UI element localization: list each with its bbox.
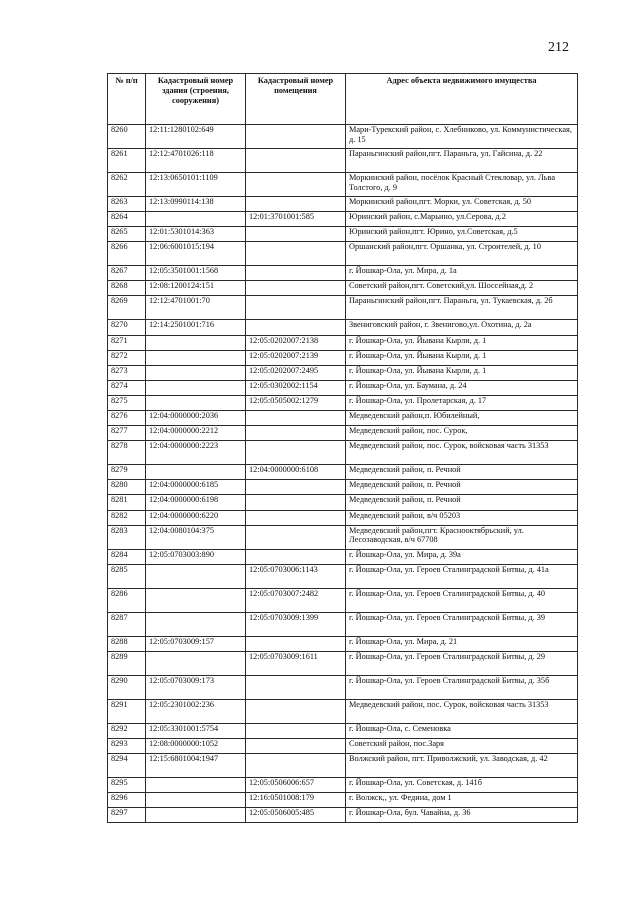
table-row xyxy=(108,149,578,173)
address-cell: Параньгинский район,пгт. Параньга, ул. Тукаевская, д. 2б xyxy=(346,296,578,320)
building-cadastral-cell: 12:04:0000000:2223 xyxy=(146,441,246,465)
table-row xyxy=(108,242,578,266)
address-cell: г. Йошкар-Ола, ул. Героев Сталинградской Битвы, д. 35б xyxy=(346,675,578,699)
table-row xyxy=(108,411,578,426)
row-number-cell: 8295 xyxy=(108,777,146,792)
address-cell: Моркинский район,пгт. Морки, ул. Советская, д. 50 xyxy=(346,197,578,212)
building-cadastral-cell xyxy=(146,808,246,823)
row-number-cell: 8268 xyxy=(108,281,146,296)
table-body xyxy=(108,125,578,823)
address-cell: Медведевский район, пос. Сурок, войсковая часть 31353 xyxy=(346,699,578,723)
address-cell: Мари-Турекский район, с. Хлебниково, ул. Коммунистическая, д. 15 xyxy=(346,125,578,149)
building-cadastral-cell: 12:04:0000000:6185 xyxy=(146,480,246,495)
table-row xyxy=(108,320,578,335)
building-cadastral-cell: 12:08:1200124:151 xyxy=(146,281,246,296)
table-row xyxy=(108,395,578,410)
address-cell: г. Йошкар-Ола, ул. Мира, д. 1а xyxy=(346,266,578,281)
row-number-cell: 8275 xyxy=(108,395,146,410)
table-row xyxy=(108,525,578,549)
address-cell: г. Йошкар-Ола, ул. Йывана Кырли, д. 1 xyxy=(346,365,578,380)
premise-cadastral-cell xyxy=(246,125,346,149)
row-number-cell: 8260 xyxy=(108,125,146,149)
row-number-cell: 8274 xyxy=(108,380,146,395)
table-row xyxy=(108,738,578,753)
address-cell: г. Йошкар-Ола, ул. Мира, д. 21 xyxy=(346,636,578,651)
row-number-cell: 8296 xyxy=(108,793,146,808)
table-row xyxy=(108,441,578,465)
building-cadastral-cell xyxy=(146,335,246,350)
row-number-cell: 8294 xyxy=(108,753,146,777)
table-row xyxy=(108,212,578,227)
header-address: Адрес объекта недвижимого имущества xyxy=(346,74,578,125)
row-number-cell: 8272 xyxy=(108,350,146,365)
row-number-cell: 8277 xyxy=(108,426,146,441)
premise-cadastral-cell xyxy=(246,149,346,173)
table-row xyxy=(108,480,578,495)
premise-cadastral-cell xyxy=(246,753,346,777)
building-cadastral-cell: 12:12:4701001:70 xyxy=(146,296,246,320)
address-cell: г. Йошкар-Ола, ул. Мира, д. 39а xyxy=(346,549,578,564)
building-cadastral-cell: 12:01:5301014:363 xyxy=(146,227,246,242)
building-cadastral-cell xyxy=(146,465,246,480)
building-cadastral-cell: 12:13:0990114:138 xyxy=(146,197,246,212)
address-cell: Медведевский район, пос. Сурок, xyxy=(346,426,578,441)
premise-cadastral-cell xyxy=(246,296,346,320)
building-cadastral-cell: 12:15:6801004:1947 xyxy=(146,753,246,777)
building-cadastral-cell xyxy=(146,651,246,675)
building-cadastral-cell: 12:06:6001015:194 xyxy=(146,242,246,266)
row-number-cell: 8292 xyxy=(108,723,146,738)
premise-cadastral-cell: 12:16:0501008:179 xyxy=(246,793,346,808)
row-number-cell: 8288 xyxy=(108,636,146,651)
address-cell: г. Йошкар-Ола, ул. Героев Сталинградской Битвы, д. 41а xyxy=(346,564,578,588)
row-number-cell: 8278 xyxy=(108,441,146,465)
table-row xyxy=(108,808,578,823)
building-cadastral-cell: 12:05:3501001:1568 xyxy=(146,266,246,281)
premise-cadastral-cell xyxy=(246,549,346,564)
header-building-cadastral: Кадастровый номер здания (строения, сооружения) xyxy=(146,74,246,125)
table-row xyxy=(108,380,578,395)
premise-cadastral-cell: 12:05:0703007:2482 xyxy=(246,588,346,612)
building-cadastral-cell: 12:04:0000000:6220 xyxy=(146,510,246,525)
row-number-cell: 8271 xyxy=(108,335,146,350)
row-number-cell: 8267 xyxy=(108,266,146,281)
header-num: № п/п xyxy=(108,74,146,125)
premise-cadastral-cell xyxy=(246,699,346,723)
address-cell: г. Йошкар-Ола, ул. Героев Сталинградской Битвы, д. 40 xyxy=(346,588,578,612)
table-row xyxy=(108,753,578,777)
premise-cadastral-cell xyxy=(246,227,346,242)
row-number-cell: 8264 xyxy=(108,212,146,227)
row-number-cell: 8280 xyxy=(108,480,146,495)
address-cell: Юринский район, с.Марьино, ул.Серова, д.2 xyxy=(346,212,578,227)
premise-cadastral-cell xyxy=(246,320,346,335)
premise-cadastral-cell: 12:05:0202007:2138 xyxy=(246,335,346,350)
address-cell: Медведевский район, п. Речной xyxy=(346,480,578,495)
page-number: 212 xyxy=(548,40,569,55)
building-cadastral-cell xyxy=(146,395,246,410)
row-number-cell: 8262 xyxy=(108,173,146,197)
building-cadastral-cell: 12:05:0703009:173 xyxy=(146,675,246,699)
address-cell: Оршанский район,пгт. Оршанка, ул. Строителей, д. 10 xyxy=(346,242,578,266)
building-cadastral-cell: 12:04:0000000:6198 xyxy=(146,495,246,510)
table-row xyxy=(108,636,578,651)
address-cell: Параньгинский район,пгт. Параньга, ул. Гайсина, д. 22 xyxy=(346,149,578,173)
table-row xyxy=(108,465,578,480)
header-premise-cadastral: Кадастровый номер помещения xyxy=(246,74,346,125)
row-number-cell: 8290 xyxy=(108,675,146,699)
building-cadastral-cell: 12:13:0650101:1109 xyxy=(146,173,246,197)
premise-cadastral-cell: 12:05:0302002:1154 xyxy=(246,380,346,395)
table-row xyxy=(108,335,578,350)
table-row xyxy=(108,510,578,525)
table-row xyxy=(108,588,578,612)
premise-cadastral-cell: 12:01:3701001:585 xyxy=(246,212,346,227)
row-number-cell: 8269 xyxy=(108,296,146,320)
table-row xyxy=(108,365,578,380)
building-cadastral-cell: 12:05:0703009:157 xyxy=(146,636,246,651)
premise-cadastral-cell: 12:04:0000000:6108 xyxy=(246,465,346,480)
address-cell: Медведевский район, пос. Сурок, войсковая часть 31353 xyxy=(346,441,578,465)
building-cadastral-cell: 12:05:0703003:890 xyxy=(146,549,246,564)
table-row xyxy=(108,426,578,441)
building-cadastral-cell: 12:04:0000000:2212 xyxy=(146,426,246,441)
table-row xyxy=(108,699,578,723)
premise-cadastral-cell: 12:05:0202007:2139 xyxy=(246,350,346,365)
address-cell: Медведевский район, п. Речной xyxy=(346,495,578,510)
address-cell: г. Йошкар-Ола, ул. Йывана Кырли, д. 1 xyxy=(346,335,578,350)
building-cadastral-cell: 12:12:4701026:118 xyxy=(146,149,246,173)
address-cell: Медведевский район,п. Юбилейный, xyxy=(346,411,578,426)
address-cell: г. Йошкар-Ола, ул. Героев Сталинградской Битвы, д. 29 xyxy=(346,651,578,675)
address-cell: Юринский район,пгт. Юрино, ул.Советская, д.5 xyxy=(346,227,578,242)
table-row xyxy=(108,549,578,564)
building-cadastral-cell xyxy=(146,793,246,808)
premise-cadastral-cell xyxy=(246,510,346,525)
premise-cadastral-cell: 12:05:0506006:657 xyxy=(246,777,346,792)
table-row xyxy=(108,495,578,510)
table-row xyxy=(108,173,578,197)
row-number-cell: 8281 xyxy=(108,495,146,510)
address-cell: г. Йошкар-Ола, ул. Йывана Кырли, д. 1 xyxy=(346,350,578,365)
row-number-cell: 8261 xyxy=(108,149,146,173)
building-cadastral-cell xyxy=(146,564,246,588)
premise-cadastral-cell xyxy=(246,281,346,296)
table-row xyxy=(108,793,578,808)
address-cell: Моркинский район, посёлок Красный Стекловар, ул. Льва Толстого, д. 9 xyxy=(346,173,578,197)
premise-cadastral-cell xyxy=(246,411,346,426)
premise-cadastral-cell xyxy=(246,480,346,495)
table-row xyxy=(108,281,578,296)
row-number-cell: 8276 xyxy=(108,411,146,426)
building-cadastral-cell xyxy=(146,612,246,636)
table-row xyxy=(108,723,578,738)
address-cell: Медведевский район, п. Речной xyxy=(346,465,578,480)
address-cell: Звениговский район, г. Звенигово,ул. Охотина, д. 2а xyxy=(346,320,578,335)
address-cell: г. Йошкар-Ола, ул. Героев Сталинградской Битвы, д. 39 xyxy=(346,612,578,636)
building-cadastral-cell: 12:04:0080104:375 xyxy=(146,525,246,549)
building-cadastral-cell xyxy=(146,212,246,227)
premise-cadastral-cell xyxy=(246,738,346,753)
table-row xyxy=(108,125,578,149)
row-number-cell: 8284 xyxy=(108,549,146,564)
building-cadastral-cell xyxy=(146,365,246,380)
premise-cadastral-cell xyxy=(246,675,346,699)
premise-cadastral-cell xyxy=(246,723,346,738)
premise-cadastral-cell xyxy=(246,636,346,651)
building-cadastral-cell xyxy=(146,380,246,395)
row-number-cell: 8270 xyxy=(108,320,146,335)
building-cadastral-cell: 12:14:2501001:716 xyxy=(146,320,246,335)
premise-cadastral-cell xyxy=(246,495,346,510)
address-cell: Медведевский район, в/ч 05203 xyxy=(346,510,578,525)
address-cell: Советский район, пос.Заря xyxy=(346,738,578,753)
premise-cadastral-cell: 12:05:0703009:1399 xyxy=(246,612,346,636)
premise-cadastral-cell xyxy=(246,197,346,212)
row-number-cell: 8263 xyxy=(108,197,146,212)
row-number-cell: 8265 xyxy=(108,227,146,242)
building-cadastral-cell xyxy=(146,350,246,365)
address-cell: г. Йошкар-Ола, бул. Чавайна, д. 36 xyxy=(346,808,578,823)
premise-cadastral-cell xyxy=(246,173,346,197)
premise-cadastral-cell xyxy=(246,426,346,441)
row-number-cell: 8287 xyxy=(108,612,146,636)
table-row xyxy=(108,227,578,242)
premise-cadastral-cell: 12:05:0506005:485 xyxy=(246,808,346,823)
address-cell: г. Йошкар-Ола, ул. Баумана, д. 24 xyxy=(346,380,578,395)
address-cell: г. Волжск,, ул. Федина, дом 1 xyxy=(346,793,578,808)
row-number-cell: 8297 xyxy=(108,808,146,823)
building-cadastral-cell: 12:05:2301002:236 xyxy=(146,699,246,723)
row-number-cell: 8266 xyxy=(108,242,146,266)
address-cell: Медведевский район,пгт. Краснооктябрьский, ул. Лесозаводская, в/ч 67708 xyxy=(346,525,578,549)
address-cell: г. Йошкар-Ола, ул. Советская, д. 141б xyxy=(346,777,578,792)
premise-cadastral-cell: 12:05:0202007:2495 xyxy=(246,365,346,380)
building-cadastral-cell xyxy=(146,588,246,612)
table-row xyxy=(108,777,578,792)
row-number-cell: 8285 xyxy=(108,564,146,588)
premise-cadastral-cell: 12:05:0703009:1611 xyxy=(246,651,346,675)
table-row xyxy=(108,350,578,365)
premise-cadastral-cell xyxy=(246,441,346,465)
premise-cadastral-cell: 12:05:0505002:1279 xyxy=(246,395,346,410)
address-cell: Советский район,пгт. Советский,ул. Шоссейная,д. 2 xyxy=(346,281,578,296)
row-number-cell: 8279 xyxy=(108,465,146,480)
address-cell: г. Йошкар-Ола, с. Семеновка xyxy=(346,723,578,738)
row-number-cell: 8291 xyxy=(108,699,146,723)
building-cadastral-cell: 12:08:0000000:1052 xyxy=(146,738,246,753)
address-cell: Волжский район, пгт. Приволжский, ул. Заводская, д. 42 xyxy=(346,753,578,777)
table-row xyxy=(108,651,578,675)
row-number-cell: 8273 xyxy=(108,365,146,380)
premise-cadastral-cell xyxy=(246,266,346,281)
building-cadastral-cell xyxy=(146,777,246,792)
row-number-cell: 8286 xyxy=(108,588,146,612)
row-number-cell: 8289 xyxy=(108,651,146,675)
address-cell: г. Йошкар-Ола, ул. Пролетарская, д. 17 xyxy=(346,395,578,410)
table-row xyxy=(108,266,578,281)
row-number-cell: 8293 xyxy=(108,738,146,753)
row-number-cell: 8282 xyxy=(108,510,146,525)
table-row xyxy=(108,612,578,636)
table-row xyxy=(108,296,578,320)
building-cadastral-cell: 12:05:3301001:5754 xyxy=(146,723,246,738)
table-header-row xyxy=(108,74,578,125)
premise-cadastral-cell xyxy=(246,242,346,266)
table-row xyxy=(108,675,578,699)
building-cadastral-cell: 12:11:1280102:649 xyxy=(146,125,246,149)
premise-cadastral-cell xyxy=(246,525,346,549)
table-row xyxy=(108,197,578,212)
premise-cadastral-cell: 12:05:0703006:1143 xyxy=(246,564,346,588)
table-row xyxy=(108,564,578,588)
building-cadastral-cell: 12:04:0000000:2036 xyxy=(146,411,246,426)
row-number-cell: 8283 xyxy=(108,525,146,549)
cadastral-table xyxy=(107,73,578,823)
